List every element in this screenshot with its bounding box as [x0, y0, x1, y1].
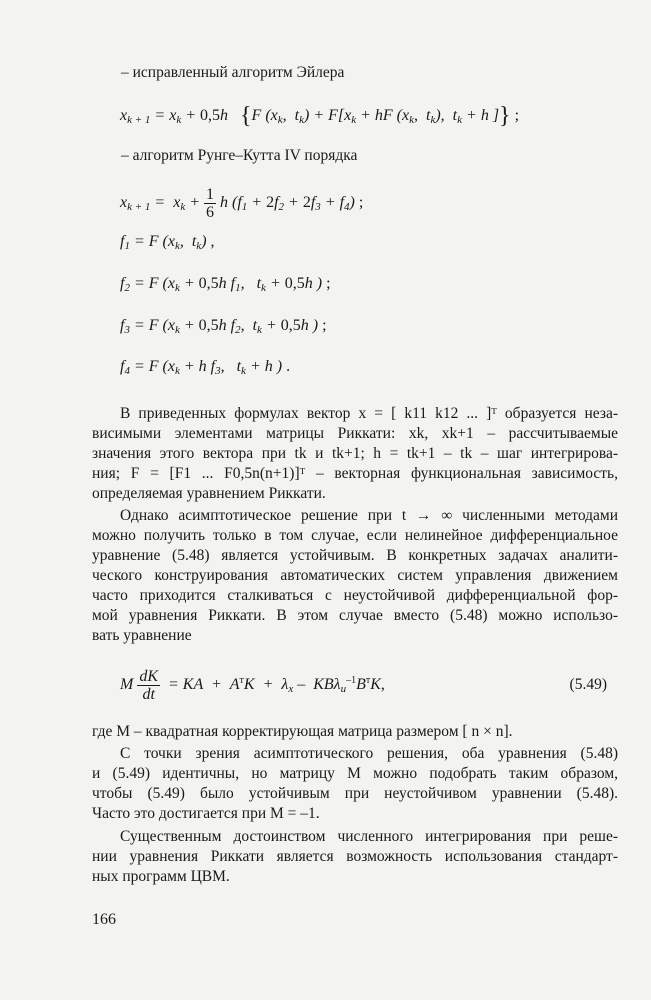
equation-number: (5.49) — [569, 676, 607, 693]
page-number: 166 — [92, 911, 116, 928]
paragraph-4-line-4: Часто это достигается при M = –1. — [92, 805, 320, 822]
paragraph-1-line-2: висимыми элементами матрицы Риккати: xk, xk+1 – рассчитываемые — [92, 425, 618, 442]
formula-f1: $f_1 = F$ ($x_k$, $t_k$) , — [120, 233, 215, 252]
paragraph-2-line-2: можно получить только в том случае, если нелинейное дифференциальное — [92, 527, 618, 544]
paragraph-2-line-6: мой уравнения Риккати. В этом случае вместо (5.48) можно использо- — [92, 607, 618, 624]
paragraph-2-line-5: часто приходится сталкиваться с неустойчивой дифференциальной фор- — [92, 587, 618, 604]
paragraph-4-line-3: чтобы (5.49) было устойчивым при неустойчивом уравнении (5.48). — [92, 785, 618, 802]
paragraph-5-line-2: нии уравнения Риккати является возможность использования стандарт- — [92, 848, 618, 865]
heading-runge-kutta: – алгоритм Рунге–Кутта IV порядка — [121, 147, 358, 164]
paragraph-2-line-1: Однако асимптотическое решение при t → ∞ численными методами — [120, 507, 618, 524]
paragraph-4-line-1: С точки зрения асимптотического решения, оба уравнения (5.48) — [120, 745, 618, 762]
formula-5-49: M $\frac{dK}{dt}$ = KA + $A^тK + \lambda_x - KB\lambda_u^{-1}B^тK$, — [120, 667, 385, 703]
formula-f3: $f_3 = F$ ($x_k + 0,5h$ $f_2$, $t_k + 0,5h$ ) ; — [120, 317, 327, 336]
paragraph-2-line-4: ческого конструирования автоматических систем управления движением — [92, 567, 618, 584]
paragraph-3: где M – квадратная корректирующая матрица размером [ n × n]. — [92, 723, 513, 740]
paragraph-5-line-1: Существенным достоинством численного интегрирования при реше- — [120, 828, 618, 845]
paragraph-1-line-4: ния; F = [F1 ... F0,5n(n+1)]ᵀ – векторная функциональная зависимость, — [92, 465, 618, 482]
paragraph-4-line-2: и (5.49) идентичны, но матрицу M можно подобрать таким образом, — [92, 765, 618, 782]
formula-f4: $f_4 = F$ ($x_k + h$ $f_3$, $t_k + h$ ) . — [120, 358, 291, 377]
heading-euler: – исправленный алгоритм Эйлера — [121, 64, 345, 81]
paragraph-2-line-3: уравнение (5.48) является устойчивым. В конкретных задачах аналити- — [92, 547, 618, 564]
paragraph-5-line-3: ных программ ЦВМ. — [92, 868, 230, 885]
paragraph-2-line-7: вать уравнение — [92, 627, 192, 644]
paragraph-1-line-5: определяемая уравнением Риккати. — [92, 485, 326, 502]
formula-f2: $f_2 = F$ ($x_k + 0,5h$ $f_1$, $t_k + 0,5h$ ) ; — [120, 275, 331, 294]
formula-euler: $x_{k + 1} = x_k + 0,5h$ {F ($x_k$, $t_k) + F[x_k$ + hF ($x_k$, $t_k$), $t_k + h$ ]} ; — [120, 103, 520, 129]
formula-rk-main: $x_{k + 1} = x_k$ + $\frac{1}{6}$ h $(f_1 + 2f_2 + 2f_3 + f_4)$ ; — [120, 186, 364, 221]
paragraph-1-line-1: В приведенных формулах вектор x = [ k11 k12 ... ]ᵀ образуется неза- — [120, 405, 618, 422]
paragraph-1-line-3: значения этого вектора при tk и tk+1; h = tk+1 – tk – шаг интегрирова- — [92, 445, 618, 462]
